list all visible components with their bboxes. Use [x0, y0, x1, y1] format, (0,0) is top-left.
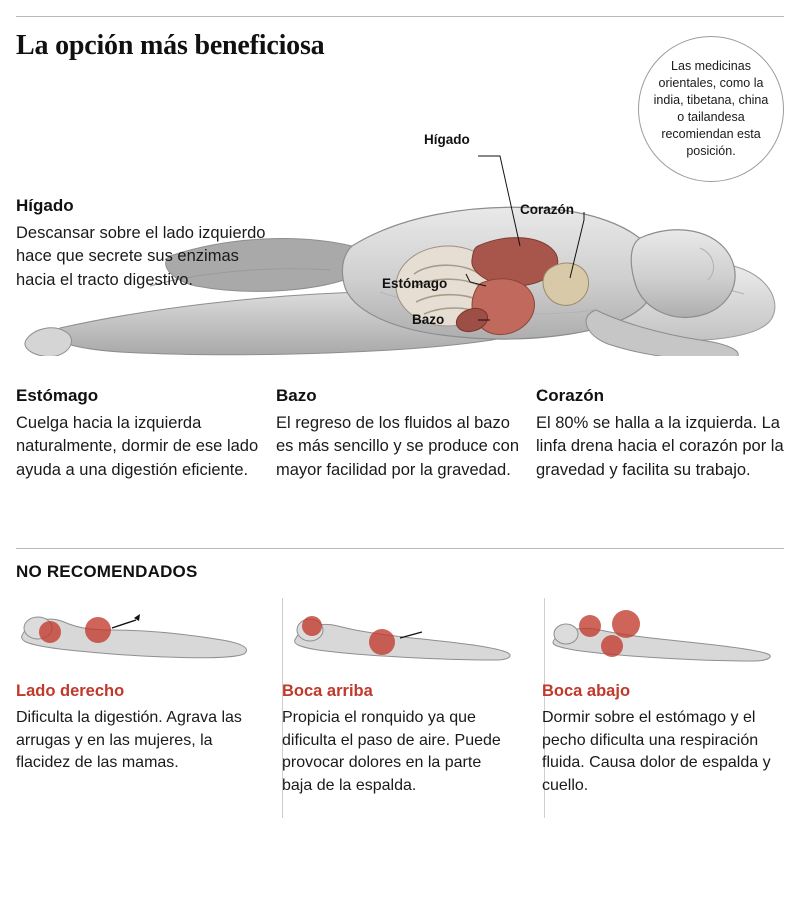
callout-stomach: Estómago — [382, 276, 448, 291]
benefit-body: Cuelga hacia la izquierda naturalmente, dormir de ese lado ayuda a una digestión eficiente. — [16, 414, 259, 479]
callout-liver: Hígado — [424, 132, 470, 147]
main-illustration-block — [0, 96, 800, 356]
benefit-heading: Bazo — [276, 386, 317, 405]
bad-position-face-up — [264, 598, 524, 798]
benefit-heading: Corazón — [536, 386, 604, 405]
bad-title: Lado derecho — [16, 682, 125, 700]
bad-title: Boca arriba — [282, 682, 373, 700]
liver-benefit — [16, 196, 276, 292]
face-down-silhouette — [542, 598, 782, 670]
benefit-stomach — [16, 386, 264, 482]
section-divider — [16, 548, 784, 549]
not-recommended-grid — [16, 598, 784, 798]
bad-body: Propicia el ronquido ya que dificulta el paso de aire. Puede provocar dolores en la parte baja de la espalda. — [282, 709, 501, 795]
right-side-silhouette — [16, 598, 256, 670]
face-up-figure — [282, 598, 514, 670]
bad-position-right-side — [16, 598, 264, 798]
benefit-heading: Estómago — [16, 386, 99, 405]
benefit-heart — [536, 386, 784, 482]
bad-position-face-down — [524, 598, 784, 798]
face-up-silhouette — [282, 598, 522, 670]
bad-title: Boca abajo — [542, 682, 631, 700]
organ-heart — [543, 263, 589, 305]
callout-spleen: Bazo — [412, 312, 445, 327]
note-text: Las medicinas orientales, como la india, tibetana, china o tailandesa recomiendan esta posición. — [653, 59, 769, 158]
page-title: La opción más beneficiosa — [16, 30, 325, 61]
right-side-figure — [16, 598, 254, 670]
benefit-body: El 80% se halla a la izquierda. La linfa drena hacia el corazón por la gravedad y facilita su trabajo. — [536, 414, 784, 479]
benefit-spleen — [276, 386, 524, 482]
benefit-body: El regreso de los fluidos al bazo es más sencillo y se produce con mayor facilidad por la gravedad. — [276, 414, 520, 479]
not-recommended-heading: NO RECOMENDADOS — [16, 562, 198, 581]
bad-body: Dormir sobre el estómago y el pecho dificulta una respiración fluida. Causa dolor de espalda y cuello. — [542, 709, 771, 795]
benefits-columns — [16, 386, 784, 482]
callout-heart: Corazón — [520, 202, 574, 217]
liver-body: Descansar sobre el lado izquierdo hace que secrete sus enzimas hacia el tracto digestivo. — [16, 224, 266, 289]
bad-body: Dificulta la digestión. Agrava las arrugas y en las mujeres, la flacidez de las mamas. — [16, 709, 242, 772]
face-down-figure — [542, 598, 774, 670]
top-divider — [16, 16, 784, 17]
liver-heading: Hígado — [16, 196, 74, 215]
